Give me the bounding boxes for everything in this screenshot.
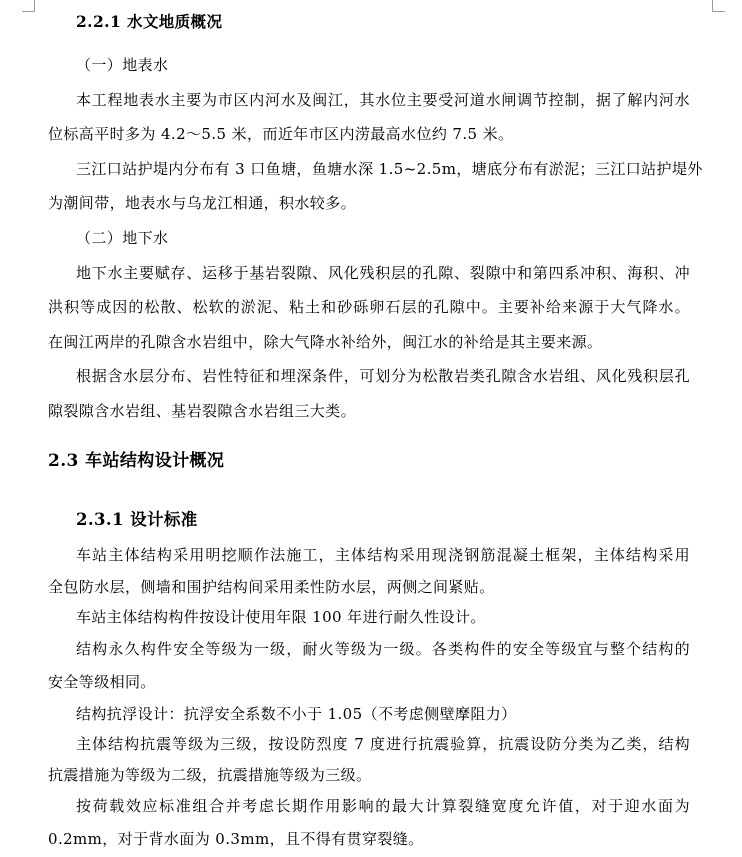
paragraph-line: 在闽江两岸的孔隙含水岩组中，除大气降水补给外，闽江水的补给是其主要来源。 (48, 333, 603, 351)
paragraph-line: 洪积等成因的松散、松软的淤泥、粘土和砂砾卵石层的孔隙中。主要补给来源于大气降水。 (48, 298, 690, 316)
paragraph-line: 全包防水层，侧墙和围护结构间采用柔性防水层，两侧之间紧贴。 (48, 578, 495, 596)
paragraph-line: 结构抗浮设计：抗浮安全系数不小于 1.05（不考虑侧壁摩阻力） (76, 705, 517, 723)
crop-mark-top-left (22, 0, 35, 12)
heading-2-2-1: 2.2.1 水文地质概况 (76, 12, 223, 31)
subheading-ground-water: （二）地下水 (76, 229, 169, 247)
heading-2-3: 2.3 车站结构设计概况 (48, 451, 225, 471)
paragraph-line: 安全等级相同。 (48, 673, 156, 691)
paragraph-line: 三江口站护堤内分布有 3 口鱼塘，鱼塘水深 1.5~2.5m，塘底分布有淤泥；三江口站护堤外 (76, 160, 703, 178)
paragraph-line: 抗震措施为等级为二级，抗震措施等级为三级。 (48, 766, 372, 784)
crop-mark-top-right (712, 0, 725, 12)
paragraph-line: 0.2mm，对于背水面为 0.3mm，且不得有贯穿裂缝。 (48, 830, 424, 848)
paragraph-line: 结构永久构件安全等级为一级，耐火等级为一级。各类构件的安全等级宜与整个结构的 (76, 640, 690, 658)
paragraph-line: 车站主体结构构件按设计使用年限 100 年进行耐久性设计。 (76, 608, 486, 626)
paragraph-line: 位标高平时多为 4.2～5.5 米，而近年市区内涝最高水位约 7.5 米。 (48, 125, 514, 143)
paragraph-line: 隙裂隙含水岩组、基岩裂隙含水岩组三大类。 (48, 402, 357, 420)
paragraph-line: 主体结构抗震等级为三级，按设防烈度 7 度进行抗震验算，抗震设防分类为乙类，结构 (76, 735, 690, 753)
heading-2-3-1: 2.3.1 设计标准 (76, 510, 198, 529)
paragraph-line: 按荷载效应标准组合并考虑长期作用影响的最大计算裂缝宽度允许值，对于迎水面为 (76, 797, 690, 815)
paragraph-line: 为潮间带，地表水与乌龙江相通，积水较多。 (48, 194, 357, 212)
subheading-surface-water: （一）地表水 (76, 56, 169, 74)
paragraph-line: 本工程地表水主要为市区内河水及闽江，其水位主要受河道水闸调节控制，据了解内河水 (76, 91, 690, 109)
paragraph-line: 车站主体结构采用明挖顺作法施工，主体结构采用现浇钢筋混凝土框架，主体结构采用 (76, 546, 690, 564)
paragraph-line: 地下水主要赋存、运移于基岩裂隙、风化残积层的孔隙、裂隙中和第四系冲积、海积、冲 (76, 264, 690, 282)
paragraph-line: 根据含水层分布、岩性特征和埋深条件，可划分为松散岩类孔隙含水岩组、风化残积层孔 (76, 367, 690, 385)
